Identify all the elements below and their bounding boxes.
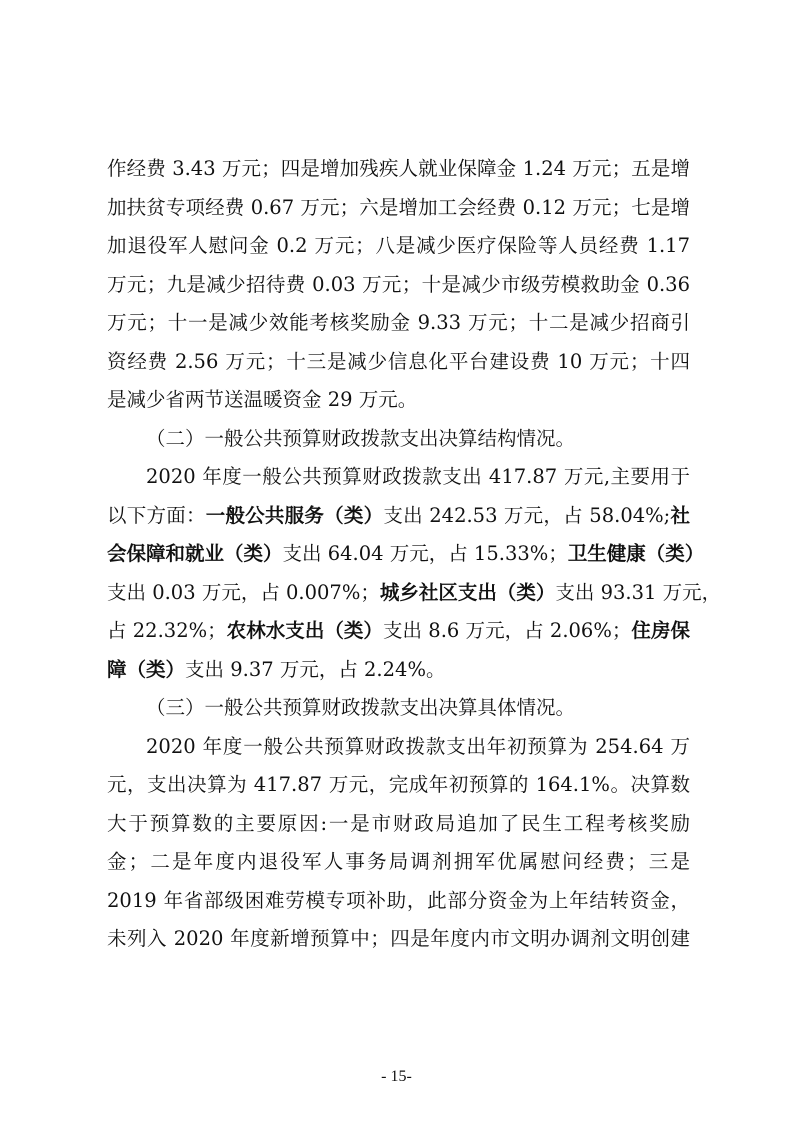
category-urban-rural-community: 城乡社区支出（类）	[379, 580, 556, 604]
paragraph-2	[107, 458, 722, 689]
text-line: 万元；九是减少招待费 0.03 万元；十是减少市级劳模救助金 0.36	[107, 272, 690, 296]
text-run: 支出 9.37 万元，占 2.24%。	[185, 657, 446, 681]
paragraph-3	[107, 728, 690, 959]
text-line: 资经费 2.56 万元；十三是减少信息化平台建设费 10 万元；十四	[107, 349, 690, 373]
text-line: 作经费 3.43 万元；四是增加残疾人就业保障金 1.24 万元；五是增	[107, 157, 690, 180]
text-line: 加扶贫专项经费 0.67 万元；六是增加工会经费 0.12 万元；七是增	[107, 195, 690, 219]
text-line: 2020 年度一般公共预算财政拨款支出年初预算为 254.64 万	[146, 734, 690, 758]
text-line	[107, 574, 722, 613]
document-body	[107, 150, 722, 959]
text-line	[107, 651, 690, 690]
text-run: 支出 8.6 万元，占 2.06%；	[382, 619, 632, 642]
text-run: 支出 0.03 万元，占 0.007%；	[107, 580, 380, 604]
text-line: 2020 年度一般公共预算财政拨款支出 417.87 万元,主要用于	[146, 465, 690, 488]
text-line: 是减少省两节送温暖资金 29 万元。	[107, 388, 418, 411]
text-run: 以下方面：	[107, 503, 206, 527]
text-run: 支出 64.04 万元，占 15.33%；	[282, 542, 568, 565]
text-line: 大于预算数的主要原因:一是市财政局追加了民生工程考核奖励	[107, 811, 690, 835]
text-run: 支出 242.53 万元，占 58.04%;	[383, 503, 671, 527]
category-housing-end: 障（类）	[107, 657, 186, 681]
text-line: 加退役军人慰问金 0.2 万元；八是减少医疗保险等人员经费 1.17	[107, 234, 690, 257]
category-social-security-end: 会保障和就业（类）	[107, 542, 283, 565]
category-agriculture-forestry-water: 农林水支出（类）	[226, 619, 383, 642]
section-heading-3: （三）一般公共预算财政拨款支出决算具体情况。	[146, 696, 576, 719]
section-heading-2: （二）一般公共预算财政拨款支出决算结构情况。	[146, 426, 576, 450]
text-line	[107, 612, 690, 651]
text-run: 占 22.32%；	[107, 619, 227, 642]
text-line	[107, 497, 690, 536]
category-general-public-services: 一般公共服务（类）	[205, 503, 384, 527]
text-line: 2019 年省部级困难劳模专项补助，此部分资金为上年结转资金，	[107, 888, 690, 912]
paragraph-1	[107, 150, 690, 420]
text-line: 元，支出决算为 417.87 万元，完成年初预算的 164.1%。决算数	[107, 773, 690, 796]
page-number: - 15-	[381, 1068, 412, 1085]
text-line	[107, 535, 705, 574]
category-health: 卫生健康（类）	[567, 542, 705, 565]
category-social-security-start: 社	[670, 503, 690, 527]
category-housing-start: 住房保	[631, 619, 690, 642]
text-run: 支出 93.31 万元，	[555, 580, 722, 604]
text-line: 金；二是年度内退役军人事务局调剂拥军优属慰问经费；三是	[107, 850, 690, 873]
text-line: 万元；十一是减少效能考核奖励金 9.33 万元；十二是减少招商引	[107, 311, 690, 334]
text-line: 未列入 2020 年度新增预算中；四是年度内市文明办调剂文明创建	[107, 927, 690, 950]
